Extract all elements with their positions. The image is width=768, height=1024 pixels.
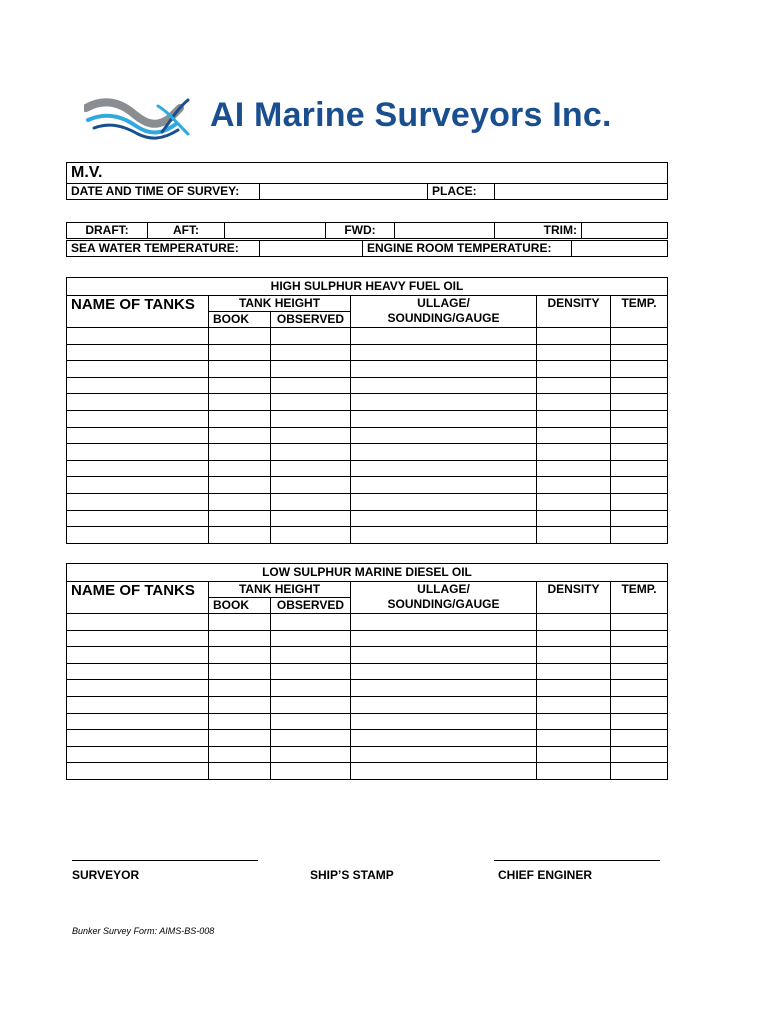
table-row (67, 630, 668, 647)
tank-name-cell[interactable] (67, 713, 209, 730)
book-cell[interactable] (209, 410, 271, 427)
observed-cell[interactable] (271, 614, 351, 631)
temp-cell[interactable] (611, 746, 668, 763)
ullage-cell[interactable] (351, 510, 537, 527)
book-cell[interactable] (209, 527, 271, 544)
density-cell[interactable] (537, 630, 611, 647)
observed-cell[interactable] (271, 344, 351, 361)
book-cell[interactable] (209, 344, 271, 361)
table-row (67, 730, 668, 747)
tank-height-header: TANK HEIGHT (209, 296, 351, 312)
ullage-cell[interactable] (351, 713, 537, 730)
ullage-cell[interactable] (351, 361, 537, 378)
observed-cell[interactable] (271, 444, 351, 461)
temp-cell[interactable] (611, 527, 668, 544)
table-row (67, 663, 668, 680)
ullage-header-line2: SOUNDING/GAUGE (387, 597, 500, 611)
observed-cell[interactable] (271, 328, 351, 345)
book-cell[interactable] (209, 477, 271, 494)
density-cell[interactable] (537, 696, 611, 713)
observed-header: OBSERVED (271, 312, 351, 328)
temp-cell[interactable] (611, 361, 668, 378)
temp-cell[interactable] (611, 410, 668, 427)
density-cell[interactable] (537, 344, 611, 361)
tank-name-cell[interactable] (67, 510, 209, 527)
table-row (67, 394, 668, 411)
table-row (67, 328, 668, 345)
table-row (67, 647, 668, 664)
chief-engineer-label: CHIEF ENGINER (498, 868, 593, 882)
ullage-cell[interactable] (351, 444, 537, 461)
trim-label: TRIM: (495, 223, 582, 239)
observed-cell[interactable] (271, 527, 351, 544)
ullage-cell[interactable] (351, 477, 537, 494)
fwd-field[interactable] (395, 223, 495, 239)
temp-cell[interactable] (611, 614, 668, 631)
name-of-tanks-header: NAME OF TANKS (67, 582, 209, 614)
chief-engineer-signature-line (494, 860, 660, 861)
table-row (67, 344, 668, 361)
density-cell[interactable] (537, 647, 611, 664)
table-row (67, 361, 668, 378)
observed-cell[interactable] (271, 510, 351, 527)
observed-cell[interactable] (271, 713, 351, 730)
sea-water-temp-label: SEA WATER TEMPERATURE: (67, 241, 260, 257)
book-cell[interactable] (209, 647, 271, 664)
date-time-label: DATE AND TIME OF SURVEY: (67, 184, 260, 200)
tank-table-title: HIGH SULPHUR HEAVY FUEL OIL (67, 278, 668, 296)
tank-name-cell[interactable] (67, 663, 209, 680)
temp-cell[interactable] (611, 663, 668, 680)
ullage-header-line2: SOUNDING/GAUGE (387, 311, 500, 325)
observed-cell[interactable] (271, 493, 351, 510)
observed-cell[interactable] (271, 394, 351, 411)
observed-cell[interactable] (271, 763, 351, 780)
temp-cell[interactable] (611, 713, 668, 730)
sea-water-temp-field[interactable] (260, 241, 363, 257)
density-cell[interactable] (537, 427, 611, 444)
tank-name-cell[interactable] (67, 410, 209, 427)
table-row (67, 527, 668, 544)
book-cell[interactable] (209, 394, 271, 411)
observed-cell[interactable] (271, 630, 351, 647)
ullage-cell[interactable] (351, 680, 537, 697)
tank-name-cell[interactable] (67, 444, 209, 461)
temp-cell[interactable] (611, 696, 668, 713)
table-row (67, 510, 668, 527)
temp-cell[interactable] (611, 427, 668, 444)
temp-cell[interactable] (611, 344, 668, 361)
form-id: Bunker Survey Form: AIMS-BS-008 (72, 926, 215, 936)
ullage-cell[interactable] (351, 427, 537, 444)
density-cell[interactable] (537, 663, 611, 680)
temp-cell[interactable] (611, 460, 668, 477)
table-row (67, 763, 668, 780)
temp-cell[interactable] (611, 377, 668, 394)
temp-cell[interactable] (611, 510, 668, 527)
ullage-cell[interactable] (351, 763, 537, 780)
tank-name-cell[interactable] (67, 460, 209, 477)
tank-name-cell[interactable] (67, 614, 209, 631)
place-field[interactable] (495, 184, 668, 200)
temp-cell[interactable] (611, 493, 668, 510)
survey-info-table (66, 162, 668, 200)
density-header: DENSITY (537, 582, 611, 614)
wave-logo-icon (84, 94, 194, 142)
temp-cell[interactable] (611, 680, 668, 697)
tank-name-cell[interactable] (67, 427, 209, 444)
observed-cell[interactable] (271, 696, 351, 713)
ullage-cell[interactable] (351, 696, 537, 713)
observed-cell[interactable] (271, 377, 351, 394)
temp-cell[interactable] (611, 763, 668, 780)
density-cell[interactable] (537, 614, 611, 631)
density-cell[interactable] (537, 444, 611, 461)
aft-field[interactable] (225, 223, 326, 239)
tank-name-cell[interactable] (67, 377, 209, 394)
observed-cell[interactable] (271, 361, 351, 378)
observed-header: OBSERVED (271, 598, 351, 614)
tank-name-cell[interactable] (67, 746, 209, 763)
book-cell[interactable] (209, 630, 271, 647)
tank-name-cell[interactable] (67, 647, 209, 664)
book-cell[interactable] (209, 510, 271, 527)
fwd-label: FWD: (326, 223, 395, 239)
tank-name-cell[interactable] (67, 394, 209, 411)
tank-table-title: LOW SULPHUR MARINE DIESEL OIL (67, 564, 668, 582)
ullage-cell[interactable] (351, 614, 537, 631)
density-cell[interactable] (537, 410, 611, 427)
book-cell[interactable] (209, 444, 271, 461)
company-logo (84, 92, 654, 148)
temp-cell[interactable] (611, 630, 668, 647)
ullage-cell[interactable] (351, 730, 537, 747)
surveyor-signature-line (72, 860, 258, 861)
density-cell[interactable] (537, 460, 611, 477)
ullage-header (351, 582, 537, 614)
engine-room-temp-label: ENGINE ROOM TEMPERATURE: (363, 241, 572, 257)
draft-label: DRAFT: (67, 223, 148, 239)
ships-stamp-label: SHIP’S STAMP (310, 868, 394, 882)
temp-cell[interactable] (611, 328, 668, 345)
density-cell[interactable] (537, 730, 611, 747)
table-row (67, 460, 668, 477)
temp-cell[interactable] (611, 444, 668, 461)
table-row (67, 477, 668, 494)
ullage-cell[interactable] (351, 344, 537, 361)
density-cell[interactable] (537, 746, 611, 763)
table-row (67, 444, 668, 461)
tank-name-cell[interactable] (67, 477, 209, 494)
ullage-header (351, 296, 537, 328)
ullage-cell[interactable] (351, 460, 537, 477)
density-cell[interactable] (537, 328, 611, 345)
table-row (67, 410, 668, 427)
book-cell[interactable] (209, 713, 271, 730)
density-cell[interactable] (537, 763, 611, 780)
ullage-cell[interactable] (351, 527, 537, 544)
observed-cell[interactable] (271, 730, 351, 747)
book-header: BOOK (209, 598, 271, 614)
tank-name-cell[interactable] (67, 763, 209, 780)
book-cell[interactable] (209, 427, 271, 444)
density-header: DENSITY (537, 296, 611, 328)
surveyor-label: SURVEYOR (72, 868, 140, 882)
temperature-table (66, 240, 668, 257)
ullage-cell[interactable] (351, 663, 537, 680)
density-cell[interactable] (537, 510, 611, 527)
book-cell[interactable] (209, 328, 271, 345)
tank-name-cell[interactable] (67, 361, 209, 378)
tank-name-cell[interactable] (67, 527, 209, 544)
table-row (67, 680, 668, 697)
tank-name-cell[interactable] (67, 493, 209, 510)
tank-name-cell[interactable] (67, 730, 209, 747)
tank-name-cell[interactable] (67, 630, 209, 647)
book-cell[interactable] (209, 614, 271, 631)
observed-cell[interactable] (271, 427, 351, 444)
density-cell[interactable] (537, 713, 611, 730)
temp-header: TEMP. (611, 296, 668, 328)
tank-name-cell[interactable] (67, 680, 209, 697)
book-cell[interactable] (209, 460, 271, 477)
table-row (67, 377, 668, 394)
table-row (67, 696, 668, 713)
book-cell[interactable] (209, 763, 271, 780)
mv-label: M.V. (67, 163, 668, 184)
ullage-cell[interactable] (351, 377, 537, 394)
temp-cell[interactable] (611, 394, 668, 411)
observed-cell[interactable] (271, 477, 351, 494)
observed-cell[interactable] (271, 663, 351, 680)
book-cell[interactable] (209, 377, 271, 394)
observed-cell[interactable] (271, 647, 351, 664)
temp-cell[interactable] (611, 647, 668, 664)
table-row (67, 713, 668, 730)
ullage-header-line1: ULLAGE/ (417, 582, 470, 596)
density-cell[interactable] (537, 493, 611, 510)
book-cell[interactable] (209, 493, 271, 510)
book-cell[interactable] (209, 730, 271, 747)
ullage-cell[interactable] (351, 647, 537, 664)
density-cell[interactable] (537, 680, 611, 697)
book-cell[interactable] (209, 663, 271, 680)
observed-cell[interactable] (271, 746, 351, 763)
ullage-cell[interactable] (351, 746, 537, 763)
temp-header: TEMP. (611, 582, 668, 614)
observed-cell[interactable] (271, 460, 351, 477)
density-cell[interactable] (537, 527, 611, 544)
engine-room-temp-field[interactable] (572, 241, 668, 257)
table-row (67, 614, 668, 631)
book-cell[interactable] (209, 361, 271, 378)
tank-name-cell[interactable] (67, 696, 209, 713)
book-cell[interactable] (209, 746, 271, 763)
temp-cell[interactable] (611, 730, 668, 747)
lsmdo-tank-table (66, 563, 668, 780)
ullage-cell[interactable] (351, 493, 537, 510)
date-time-field[interactable] (260, 184, 428, 200)
trim-field[interactable] (582, 223, 668, 239)
tank-name-cell[interactable] (67, 328, 209, 345)
ullage-cell[interactable] (351, 410, 537, 427)
aft-label: AFT: (148, 223, 225, 239)
density-cell[interactable] (537, 361, 611, 378)
ullage-cell[interactable] (351, 328, 537, 345)
company-name: AI Marine Surveyors Inc. (210, 96, 612, 134)
book-cell[interactable] (209, 680, 271, 697)
tank-height-header: TANK HEIGHT (209, 582, 351, 598)
draft-info-table (66, 222, 668, 239)
book-header: BOOK (209, 312, 271, 328)
name-of-tanks-header: NAME OF TANKS (67, 296, 209, 328)
observed-cell[interactable] (271, 680, 351, 697)
table-row (67, 746, 668, 763)
ullage-cell[interactable] (351, 630, 537, 647)
observed-cell[interactable] (271, 410, 351, 427)
book-cell[interactable] (209, 696, 271, 713)
place-label: PLACE: (428, 184, 495, 200)
density-cell[interactable] (537, 377, 611, 394)
density-cell[interactable] (537, 477, 611, 494)
ullage-header-line1: ULLAGE/ (417, 296, 470, 310)
table-row (67, 427, 668, 444)
table-row (67, 493, 668, 510)
ullage-cell[interactable] (351, 394, 537, 411)
temp-cell[interactable] (611, 477, 668, 494)
tank-name-cell[interactable] (67, 344, 209, 361)
density-cell[interactable] (537, 394, 611, 411)
hsfo-tank-table (66, 277, 668, 544)
